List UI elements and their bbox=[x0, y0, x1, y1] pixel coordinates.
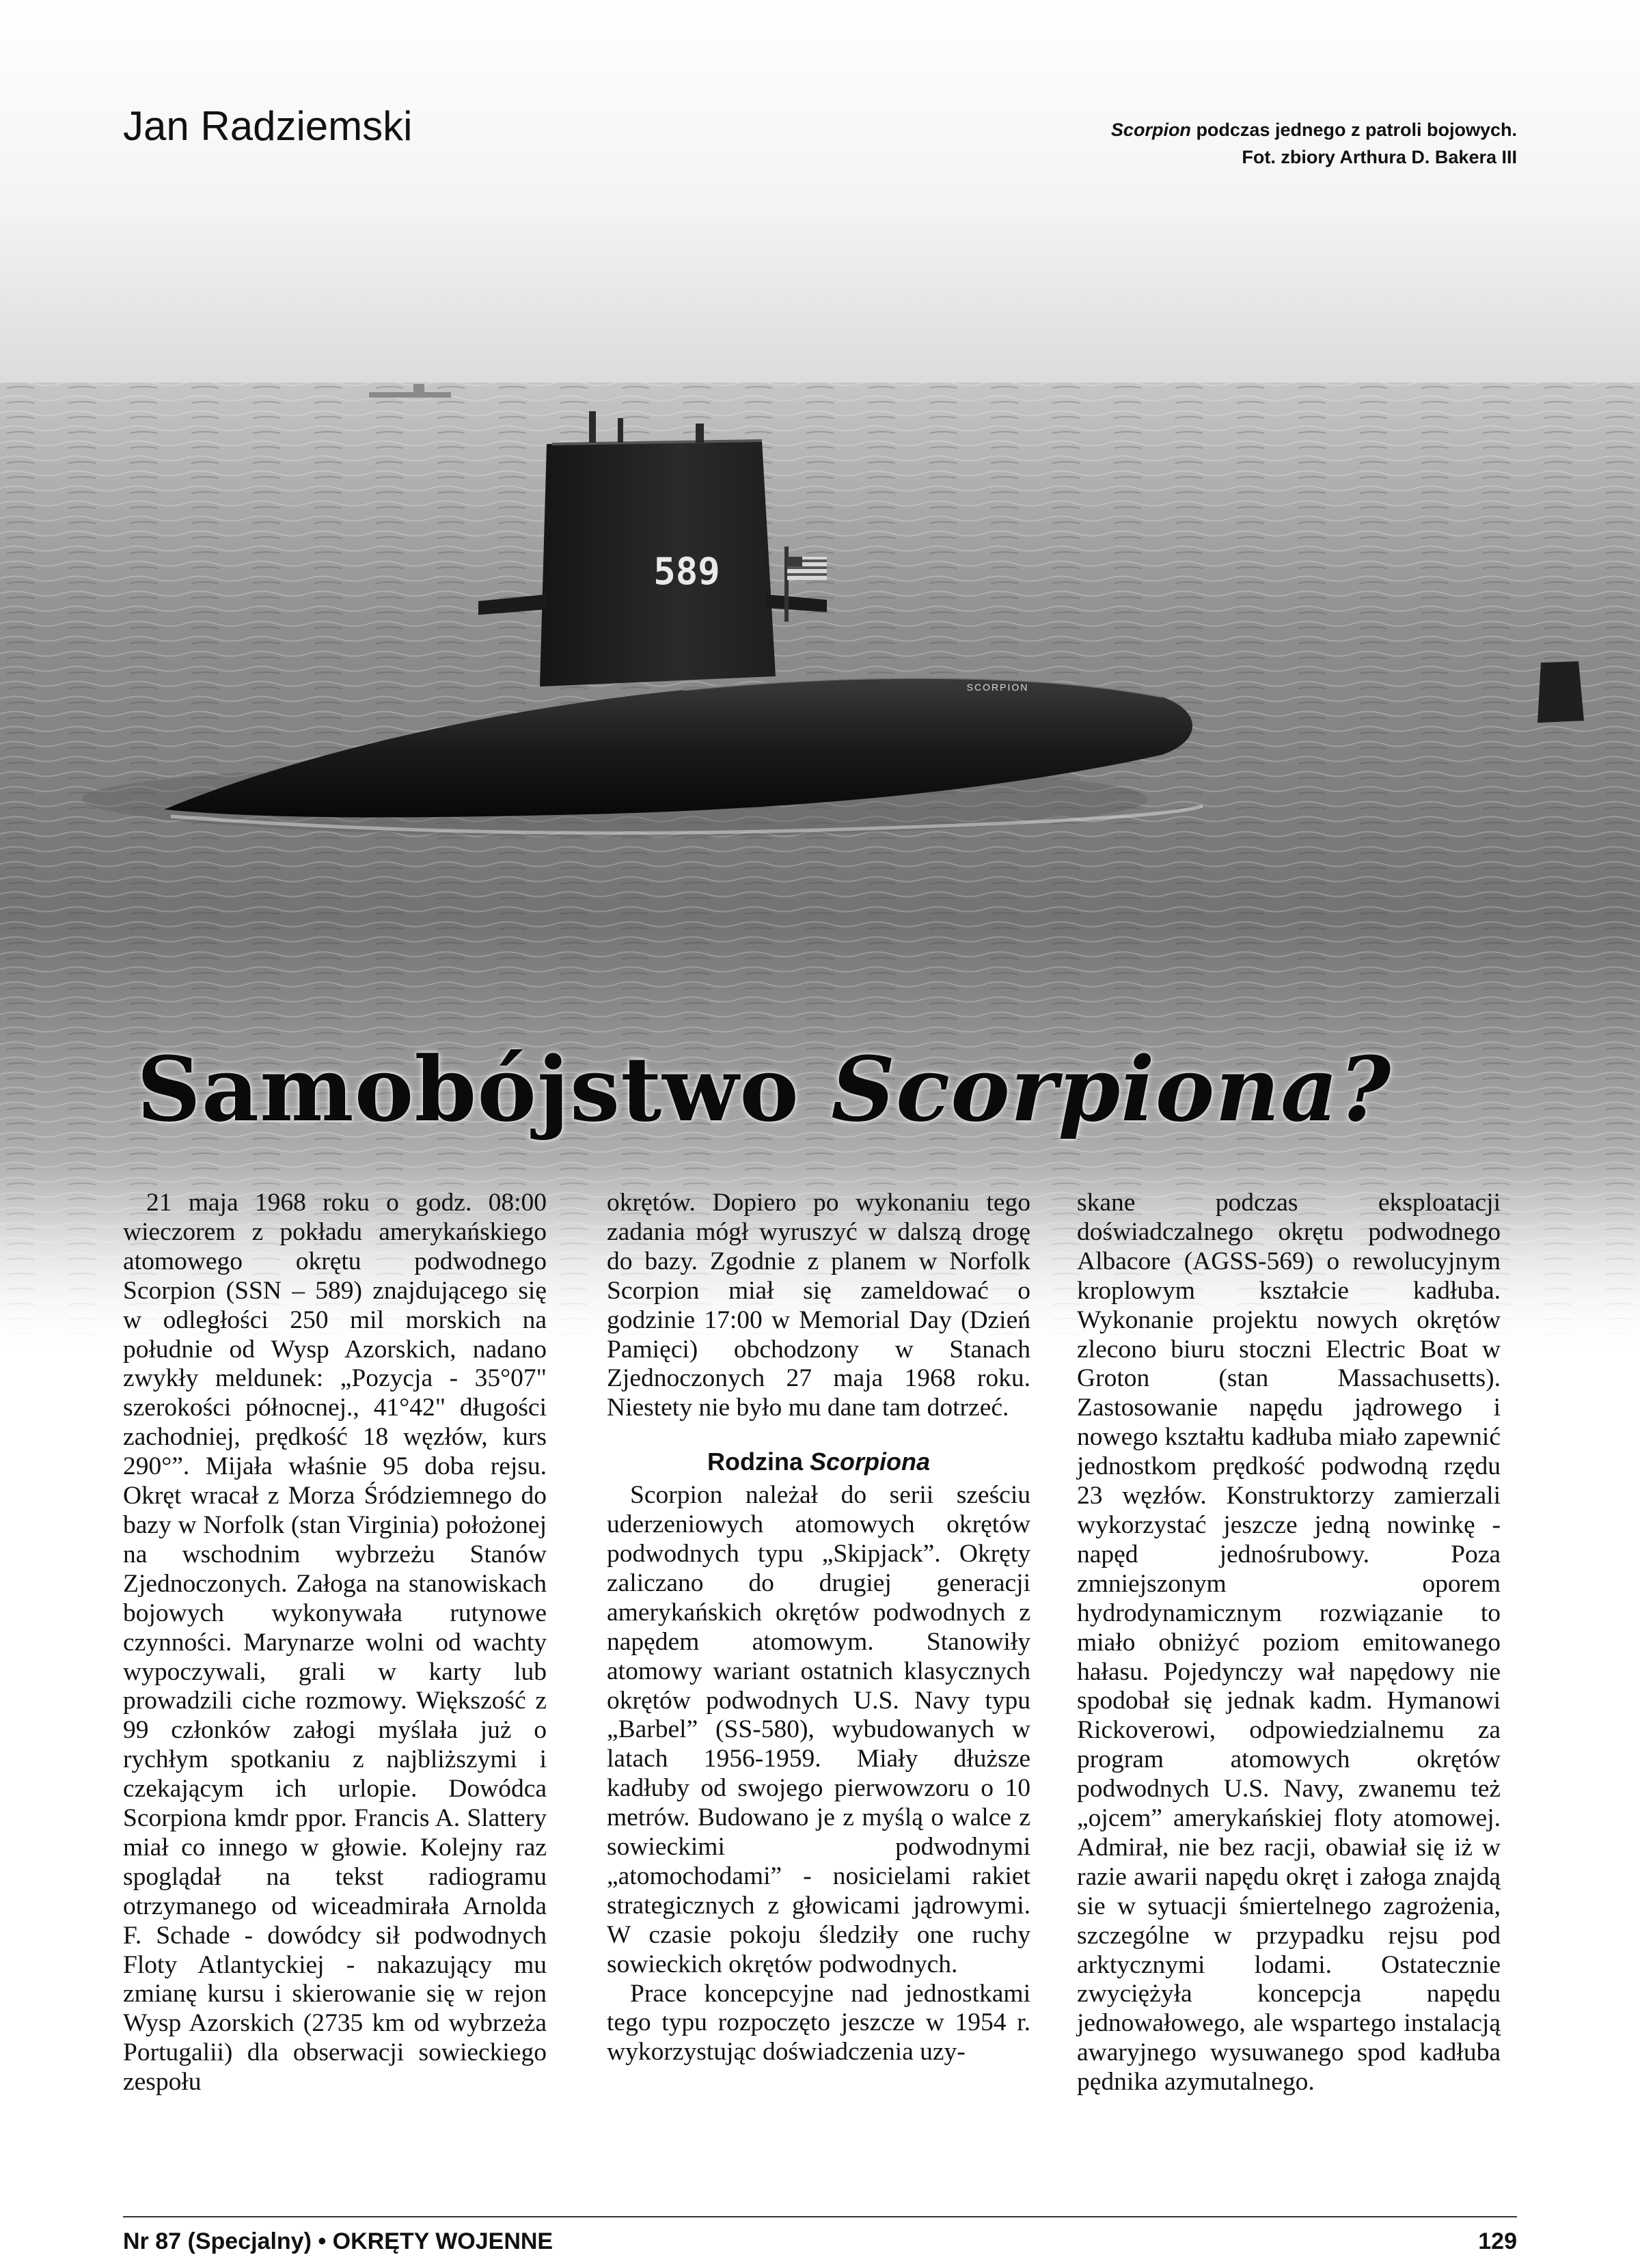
photo-caption bbox=[1111, 116, 1517, 171]
hull-number: 589 bbox=[653, 550, 720, 593]
caption-line-1 bbox=[1111, 116, 1517, 143]
page-number: 129 bbox=[1478, 2228, 1517, 2254]
paragraph: okrętów. Dopiero po wykonaniu tego zadania mógł wyruszyć w dalszą drogę do bazy. Zgodnie z planem w Norfolk Scorpion miał się zameldować o godzinie 17:00 w Memorial Day (Dzień Pamięci) obchodzony w Stanach Zjednoczonych 27 maja 1968 roku. Niestety nie było mu dane tam dotrzeć. bbox=[607, 1189, 1030, 1422]
section-heading bbox=[607, 1448, 1030, 1477]
footer-issue: Nr 87 (Specjalny) • OKRĘTY WOJENNE bbox=[123, 2228, 554, 2254]
title-part-2: Scorpiona? bbox=[831, 1037, 1392, 1142]
column-2 bbox=[607, 1189, 1030, 2067]
section-heading-italic: Scorpiona bbox=[809, 1448, 931, 1476]
column-1 bbox=[123, 1189, 547, 2097]
footer-rule bbox=[123, 2216, 1517, 2217]
caption-ship-name: Scorpion bbox=[1110, 120, 1191, 140]
column-3 bbox=[1077, 1189, 1501, 2097]
author-name: Jan Radziemski bbox=[123, 103, 413, 149]
caption-credit: Fot. zbiory Arthura D. Bakera III bbox=[1242, 147, 1517, 167]
caption-text: podczas jednego z patroli bojowych. bbox=[1190, 120, 1517, 140]
section-heading-text: Rodzina bbox=[707, 1448, 810, 1476]
hull-name: SCORPION bbox=[966, 682, 1029, 693]
paragraph: Prace koncepcyjne nad jednostkami tego typu rozpoczęto jeszcze w 1954 r. wykorzystując doświadczenia uzy- bbox=[607, 1979, 1030, 2066]
article-title bbox=[137, 1038, 1503, 1141]
article-body bbox=[123, 1189, 1517, 2097]
paragraph: 21 maja 1968 roku o godz. 08:00 wieczorem z pokładu amerykańskiego atomowego okrętu podwodnego Scorpion (SSN – 589) znajdującego się w odległości 250 mil morskich na południe od Wysp Azorskich, nadano zwykły meldunek: „Pozycja - 35°07" szerokości północnej., 41°42" długości zachodniej, prędkość 18 węzłów, kurs 290°”. Mijała właśnie 95 doba rejsu. Okręt wracał z Morza Śródziemnego do bazy w Norfolk (stan Virginia) położonej na wschodnim wybrzeżu Stanów Zjednoczonych. Załoga na stanowiskach bojowych wykonywała rutynowe czynności. Marynarze wolni od wachty wypoczywali, grali w karty lub prowadzili ciche rozmowy. Większość z 99 członków załogi myślała już o rychłym spotkaniu z najbliższymi i czekającym ich urlopie. Dowódca Scorpiona kmdr ppor. Francis A. Slattery miał co innego w głowie. Kolejny raz spoglądał na tekst radiogramu otrzymanego od wiceadmirała Arnolda F. Schade - dowódcy sił podwodnych Floty Atlantyckiej - nakazujący mu zmianę kursu i skierowanie się w rejon Wysp Azorskich (2735 km od wybrzeża Portugalii) dla obserwacji sowieckiego zespołu bbox=[123, 1189, 547, 2097]
title-part-1: Samobójstwo bbox=[137, 1037, 832, 1142]
paragraph: skane podczas eksploatacji doświadczalnego okrętu podwodnego Albacore (AGSS-569) o rewolucyjnym kroplowym kształcie kadłuba. Wykonanie projektu nowych okrętów zlecono biuru stoczni Electric Boat w Groton (stan Massachusetts). Zastosowanie napędu jądrowego i nowego kształtu kadłuba miało zapewnić jednostkom prędkość podwodną rzędu 23 węzłów. Konstruktorzy zamierzali wykorzystać jeszcze jedną nowinkę - napęd jednośrubowy. Poza zmniejszonym oporem hydrodynamicznym rozwiązanie to miało obniżyć poziom emitowanego hałasu. Pojedynczy wał napędowy nie spodobał się jednak kadm. Hymanowi Rickoverowi, odpowiedzialnemu za program atomowych okrętów podwodnych U.S. Navy, zwanemu też „ojcem” amerykańskiej floty atomowej. Admirał, nie bez racji, obawiał się iż w razie awarii napędu okręt i załoga znajdą sie w sytuacji śmiertelnego zagrożenia, szczególne w przypadku rejsu pod arktycznymi lodami. Ostatecznie zwyciężyła koncepcja napędu jednowałowego, ale wspartego instalacją awaryjnego wysuwanego spod kadłuba pędnika azymutalnego. bbox=[1077, 1189, 1501, 2097]
paragraph: Scorpion należał do serii sześciu uderzeniowych atomowych okrętów podwodnych typu „Skipjack”. Okręty zaliczano do drugiej generacji amerykańskich okrętów podwodnych z napędem atomowym. Stanowiły atomowy wariant ostatnich klasycznych okrętów podwodnych U.S. Navy typu „Barbel” (SS-580), wybudowanych w latach 1956-1959. Miały dłuższe kadłuby od swojego pierwowzoru o 10 metrów. Budowano je z myślą o walce z sowieckimi podwodnymi „atomochodami” - nosicielami rakiet strategicznych z głowicami jądrowymi. W czasie pokoju śledziły one ruchy sowieckich okrętów podwodnych. bbox=[607, 1481, 1030, 1978]
